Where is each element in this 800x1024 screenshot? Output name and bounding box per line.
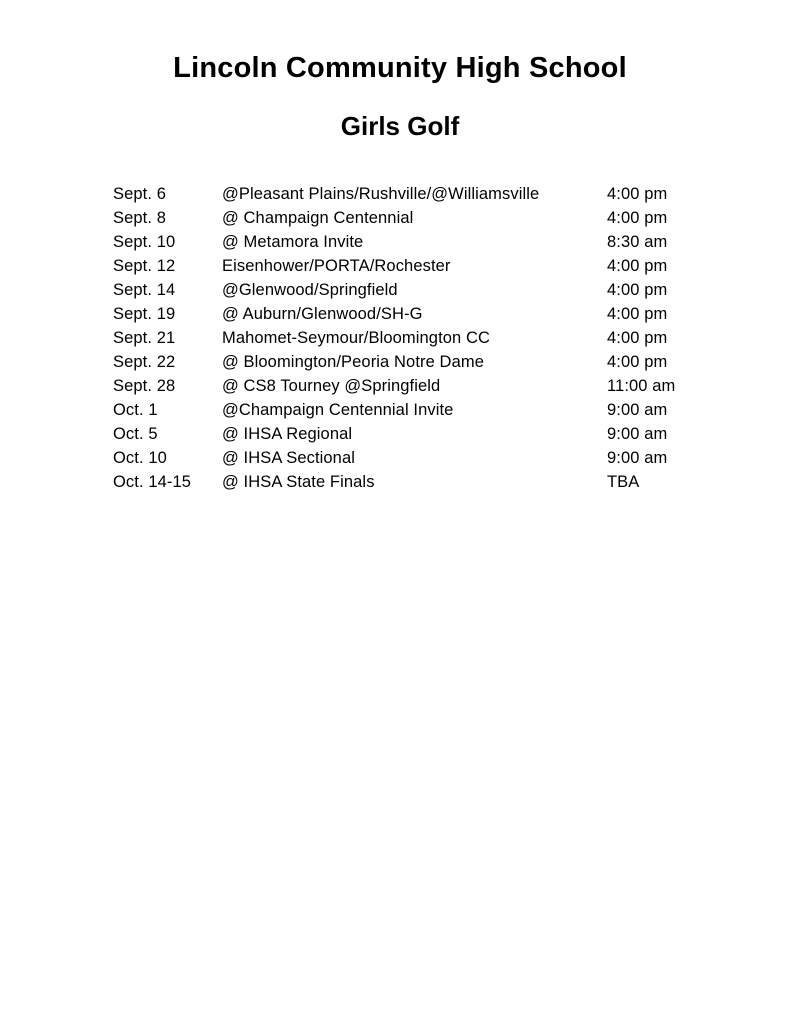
schedule-time: 11:00 am — [607, 377, 676, 395]
schedule-opponent: @ Champaign Centennial — [222, 209, 414, 227]
schedule-date: Sept. 8 — [113, 209, 166, 227]
schedule-row — [113, 182, 688, 206]
schedule-opponent: @ IHSA Regional — [222, 425, 353, 443]
schedule-date: Oct. 5 — [113, 425, 158, 443]
schedule-date: Oct. 1 — [113, 401, 158, 419]
schedule-row — [113, 422, 688, 446]
schedule-time: TBA — [607, 473, 640, 491]
schedule-time: 4:00 pm — [607, 329, 668, 347]
schedule-row — [113, 350, 688, 374]
schedule-date: Sept. 21 — [113, 329, 176, 347]
schedule-opponent: @ CS8 Tourney @Springfield — [222, 377, 441, 395]
schedule-date: Sept. 28 — [113, 377, 176, 395]
schedule-row — [113, 326, 688, 350]
schedule-time: 4:00 pm — [607, 257, 668, 275]
schedule-opponent: @ Metamora Invite — [222, 233, 364, 251]
schedule-row — [113, 254, 688, 278]
schedule-row — [113, 206, 688, 230]
schedule-row — [113, 302, 688, 326]
schedule-row — [113, 446, 688, 470]
schedule-row — [113, 278, 688, 302]
schedule-date: Sept. 12 — [113, 257, 176, 275]
schedule-time: 4:00 pm — [607, 281, 668, 299]
schedule-opponent: @ Auburn/Glenwood/SH-G — [222, 305, 423, 323]
schedule-time: 4:00 pm — [607, 353, 668, 371]
schedule-row — [113, 230, 688, 254]
schedule-time: 4:00 pm — [607, 305, 668, 323]
schedule-date: Sept. 6 — [113, 185, 166, 203]
schedule-row — [113, 398, 688, 422]
schedule-time: 4:00 pm — [607, 209, 668, 227]
schedule-opponent: Eisenhower/PORTA/Rochester — [222, 257, 451, 275]
schedule-opponent: @Champaign Centennial Invite — [222, 401, 454, 419]
schedule-opponent: @ Bloomington/Peoria Notre Dame — [222, 353, 484, 371]
schedule-opponent: Mahomet-Seymour/Bloomington CC — [222, 329, 491, 347]
schedule-date: Oct. 14-15 — [113, 473, 192, 491]
schedule-date: Sept. 14 — [113, 281, 176, 299]
schedule-row — [113, 374, 688, 398]
page-title: Lincoln Community High School — [173, 52, 627, 84]
schedule-date: Sept. 10 — [113, 233, 176, 251]
schedule-time: 9:00 am — [607, 449, 668, 467]
schedule-time: 8:30 am — [607, 233, 668, 251]
schedule-date: Oct. 10 — [113, 449, 167, 467]
schedule-date: Sept. 19 — [113, 305, 176, 323]
schedule-opponent: @ IHSA Sectional — [222, 449, 355, 467]
schedule-opponent: @Glenwood/Springfield — [222, 281, 398, 299]
schedule-row — [113, 470, 688, 494]
schedule-opponent: @ IHSA State Finals — [222, 473, 375, 491]
schedule-time: 4:00 pm — [607, 185, 668, 203]
schedule-time: 9:00 am — [607, 401, 668, 419]
schedule-table — [113, 182, 688, 494]
page-subtitle: Girls Golf — [340, 111, 460, 141]
schedule-date: Sept. 22 — [113, 353, 176, 371]
schedule-opponent: @Pleasant Plains/Rushville/@Williamsville — [222, 185, 540, 203]
schedule-time: 9:00 am — [607, 425, 668, 443]
